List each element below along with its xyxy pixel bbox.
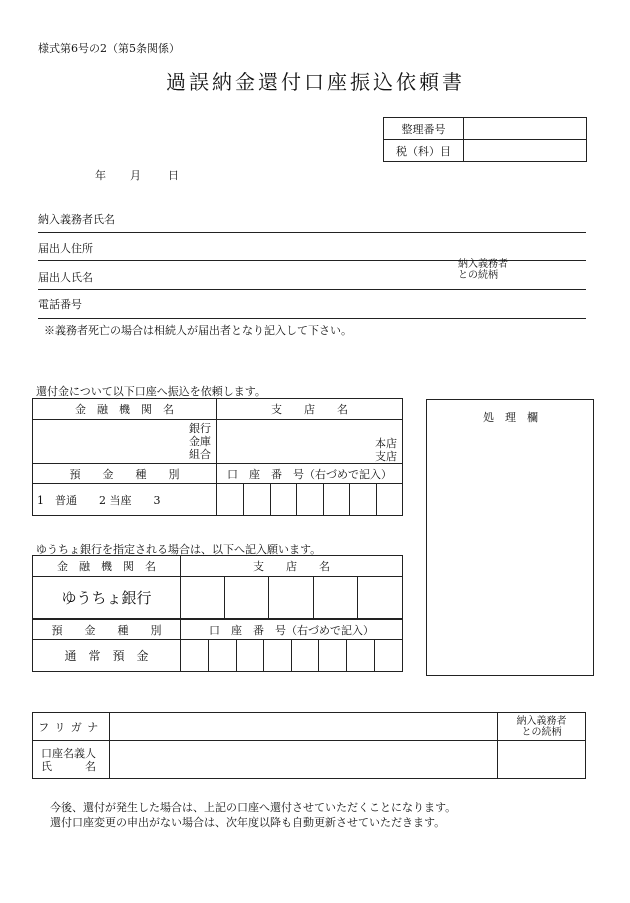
account-holder-label-line1: 口座名義人 bbox=[41, 746, 96, 760]
account-number-header: 口 座 番 号（右づめで記入） bbox=[217, 464, 403, 484]
footer-line-1: 今後、還付が発生した場合は、上記の口座へ還付させていただくことになります。 bbox=[50, 801, 457, 814]
yucho-branch-digit-cell[interactable] bbox=[358, 577, 403, 619]
branch-name-field[interactable] bbox=[217, 420, 403, 464]
furigana-field[interactable] bbox=[110, 713, 498, 741]
phone-label: 電話番号 bbox=[38, 298, 82, 311]
yucho-bank-name: ゆうちょ銀行 bbox=[33, 577, 181, 619]
yucho-account-number-header: 口 座 番 号（右づめで記入） bbox=[181, 620, 403, 640]
seiri-number-field[interactable] bbox=[464, 118, 587, 140]
deposit-type-header: 預 金 種 別 bbox=[33, 464, 217, 484]
bank-suffix-shinkin: 金庫 bbox=[189, 435, 211, 448]
yucho-deposit-type-value: 通 常 預 金 bbox=[33, 640, 181, 672]
institution-header: 金 融 機 関 名 bbox=[33, 399, 217, 420]
relation-label bbox=[458, 259, 508, 281]
date-month-label: 月 bbox=[130, 169, 141, 182]
account-holder-label-line2: 氏 名 bbox=[41, 759, 96, 773]
processing-label: 処 理 欄 bbox=[483, 411, 538, 424]
institution-name-field[interactable] bbox=[33, 420, 217, 464]
yucho-branch-digit-cell[interactable] bbox=[269, 577, 314, 619]
yucho-branch-digit-cell[interactable] bbox=[314, 577, 358, 619]
yucho-branch-digit-cell[interactable] bbox=[225, 577, 269, 619]
yucho-account-digit-cell[interactable] bbox=[264, 640, 292, 672]
reference-table bbox=[383, 117, 587, 162]
date-year-label: 年 bbox=[95, 169, 106, 182]
branch-suffix-branch: 支店 bbox=[375, 450, 398, 463]
applicant-name-line[interactable] bbox=[38, 289, 586, 290]
yucho-account-digit-cell[interactable] bbox=[347, 640, 375, 672]
bank-suffix-kumiai: 組合 bbox=[189, 448, 211, 461]
footer-line-2: 還付口座変更の申出がない場合は、次年度以降も自動更新させていただきます。 bbox=[50, 816, 446, 829]
account-digit-cell[interactable] bbox=[377, 484, 403, 516]
taxpayer-name-line[interactable] bbox=[38, 232, 586, 233]
branch-suffix-main: 本店 bbox=[375, 437, 398, 450]
processing-box bbox=[426, 399, 594, 676]
bank-table bbox=[32, 398, 403, 516]
holder-relation-line2: との続柄 bbox=[521, 726, 562, 738]
bank-suffix-bank: 銀行 bbox=[189, 422, 211, 435]
bank-intro: 還付金について以下口座へ振込を依頼します。 bbox=[36, 385, 266, 398]
address-label: 届出人住所 bbox=[38, 242, 93, 255]
account-digit-cell[interactable] bbox=[324, 484, 350, 516]
yucho-account-digit-cell[interactable] bbox=[181, 640, 209, 672]
phone-line[interactable] bbox=[38, 318, 586, 319]
account-holder-label bbox=[33, 741, 110, 779]
account-holder-name-field[interactable] bbox=[110, 741, 498, 779]
taxpayer-name-label: 納入義務者氏名 bbox=[38, 213, 115, 226]
holder-relation-field[interactable] bbox=[498, 741, 586, 779]
relation-label-line2: との続柄 bbox=[458, 270, 498, 281]
holder-relation-line1: 納入義務者 bbox=[516, 715, 567, 727]
yucho-deposit-type-header: 預 金 種 別 bbox=[33, 620, 181, 640]
yucho-account-digit-cell[interactable] bbox=[209, 640, 237, 672]
yucho-branch-header: 支 店 名 bbox=[181, 556, 403, 577]
account-digit-cell[interactable] bbox=[244, 484, 271, 516]
account-digit-cell[interactable] bbox=[271, 484, 297, 516]
deposit-type-options[interactable]: 1 普通 2 当座 3 bbox=[33, 484, 217, 516]
heir-note: ※義務者死亡の場合は相続人が届出者となり記入して下さい。 bbox=[44, 324, 352, 337]
yucho-account-digit-cell[interactable] bbox=[237, 640, 264, 672]
applicant-name-label: 届出人氏名 bbox=[38, 271, 93, 284]
branch-header: 支 店 名 bbox=[217, 399, 403, 420]
yucho-branch-digit-cell[interactable] bbox=[181, 577, 225, 619]
date-day-label: 日 bbox=[168, 169, 179, 182]
yucho-institution-header: 金 融 機 関 名 bbox=[33, 556, 181, 577]
seiri-number-label: 整理番号 bbox=[384, 118, 464, 140]
tax-item-field[interactable] bbox=[464, 140, 587, 162]
yucho-account-digit-cell[interactable] bbox=[292, 640, 319, 672]
furigana-label: フリガナ bbox=[33, 713, 110, 741]
tax-item-label: 税（科）目 bbox=[384, 140, 464, 162]
yucho-account-digit-cell[interactable] bbox=[375, 640, 403, 672]
yucho-account-table bbox=[32, 619, 403, 672]
relation-label-line1: 納入義務者 bbox=[458, 259, 508, 270]
form-number: 様式第6号の2（第5条関係） bbox=[38, 42, 180, 55]
account-digit-cell[interactable] bbox=[217, 484, 244, 516]
yucho-table bbox=[32, 555, 403, 619]
holder-relation-label bbox=[498, 713, 586, 741]
yucho-account-digit-cell[interactable] bbox=[319, 640, 347, 672]
account-digit-cell[interactable] bbox=[350, 484, 377, 516]
page-title: 過誤納金還付口座振込依頼書 bbox=[166, 70, 465, 94]
account-digit-cell[interactable] bbox=[297, 484, 324, 516]
yucho-intro: ゆうちょ銀行を指定される場合は、以下へ記入願います。 bbox=[36, 543, 322, 556]
account-holder-table bbox=[32, 712, 586, 779]
